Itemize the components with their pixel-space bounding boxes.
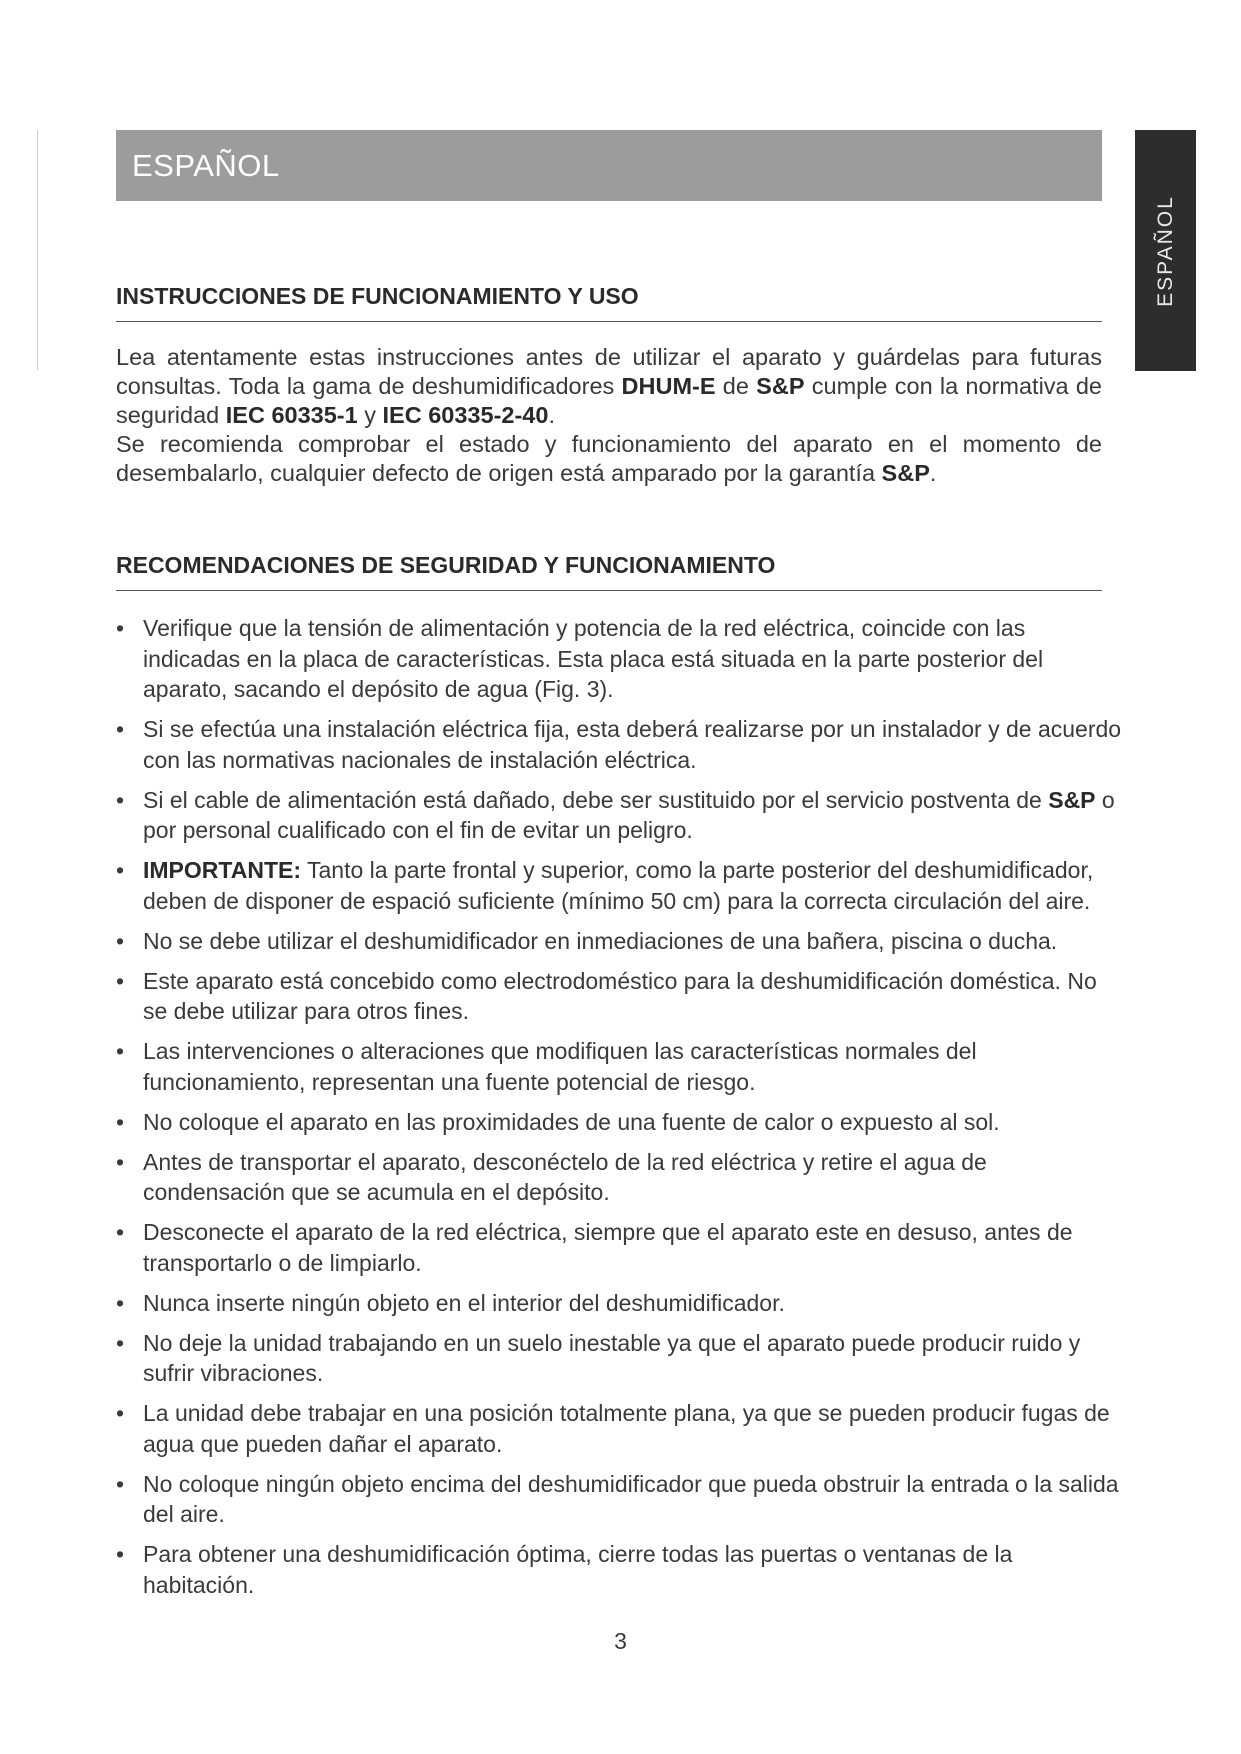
list-item: • Para obtener una deshumidificación óptima, cierre todas las puertas o ventanas de la habitación. [116, 1541, 1013, 1598]
list-item: • La unidad debe trabajar en una posición totalmente plana, ya que se pueden producir fugas de agua que pueden dañar el aparato. [116, 1400, 1110, 1457]
section-heading-instructions: INSTRUCCIONES DE FUNCIONAMIENTO Y USO [116, 283, 1102, 322]
bullet-icon: • [116, 1400, 125, 1426]
language-banner [116, 130, 1102, 201]
intro-text [116, 343, 1102, 488]
list-item: • No coloque ningún objeto encima del deshumidificador que pueda obstruir la entrada o la salida del aire. [116, 1470, 1119, 1527]
bullet-icon: • [116, 927, 125, 954]
intro-paragraph-2: Se recomienda comprobar el estado y funcionamiento del aparato en el momento de desembalarlo, cualquier defecto de origen está amparado por la garantía S&P. [116, 431, 1102, 486]
bullet-icon: • [116, 1329, 125, 1356]
list-item: • No se debe utilizar el deshumidificador en inmediaciones de una bañera, piscina o ducha. [116, 926, 1126, 957]
bullet-icon: • [116, 1108, 125, 1135]
bullet-icon: • [116, 615, 125, 641]
list-item: • No coloque el aparato en las proximidades de una fuente de calor o expuesto al sol. [116, 1107, 1126, 1138]
bullet-icon: • [116, 1219, 125, 1245]
list-item: • Si el cable de alimentación está dañado, debe ser sustituido por el servicio postventa de S&P o por personal cualificado con el fin de evitar un peligro. [116, 786, 1115, 843]
safety-list [116, 613, 1126, 1610]
bullet-icon: • [116, 1541, 125, 1567]
list-item: • Las intervenciones o alteraciones que modifiquen las características normales del funcionamiento, representan una fuente potencial de riesgo. [116, 1038, 977, 1095]
page-number: 3 [614, 1628, 627, 1654]
language-banner-title: ESPAÑOL [132, 148, 280, 183]
list-item: • Antes de transportar el aparato, desconéctelo de la red eléctrica y retire el agua de condensación que se acumula en el depósito. [116, 1148, 987, 1205]
side-tab-label: ESPAÑOL [1153, 194, 1177, 307]
intro-paragraph-1: Lea atentamente estas instrucciones antes de utilizar el aparato y guárdelas para futuras consultas. Toda la gama de deshumidificadores DHUM-E de S&P cumple con la normativa de seguridad IEC 60335-1 y IEC 60335-2-40. [116, 344, 1102, 428]
bullet-icon: • [116, 716, 125, 742]
list-item: • IMPORTANTE: Tanto la parte frontal y superior, como la parte posterior del deshumidificador, deben de disponer de espació suficiente (mínimo 50 cm) para la correcta circulación del aire. [116, 857, 1094, 914]
bullet-icon: • [116, 1148, 125, 1175]
list-item: • Desconecte el aparato de la red eléctrica, siempre que el aparato este en desuso, antes de transportarlo o de limpiarlo. [116, 1219, 1073, 1276]
bullet-icon: • [116, 1038, 125, 1064]
bullet-icon: • [116, 967, 125, 994]
list-item: • Verifique que la tensión de alimentación y potencia de la red eléctrica, coincide con las indicadas en la placa de características. Esta placa está situada en la parte posterior del aparato, sacando el depósito de agua (Fig. 3). [116, 615, 1044, 702]
language-side-tab [1135, 130, 1196, 371]
list-item: • Si se efectúa una instalación eléctrica fija, esta deberá realizarse por un instalador y de acuerdo con las normativas nacionales de instalación eléctrica. [116, 716, 1122, 773]
list-item: • Este aparato está concebido como electrodoméstico para la deshumidificación doméstica. No se debe utilizar para otros fines. [116, 967, 1097, 1024]
margin-rule [37, 130, 38, 370]
bullet-icon: • [116, 857, 125, 883]
list-item: • No deje la unidad trabajando en un suelo inestable ya que el aparato puede producir ruido y sufrir vibraciones. [116, 1329, 1081, 1386]
bullet-icon: • [116, 786, 125, 813]
bullet-icon: • [116, 1289, 125, 1316]
section-heading-safety: RECOMENDACIONES DE SEGURIDAD Y FUNCIONAMIENTO [116, 552, 1102, 591]
list-item: • Nunca inserte ningún objeto en el interior del deshumidificador. [116, 1288, 1126, 1319]
bullet-icon: • [116, 1470, 125, 1497]
